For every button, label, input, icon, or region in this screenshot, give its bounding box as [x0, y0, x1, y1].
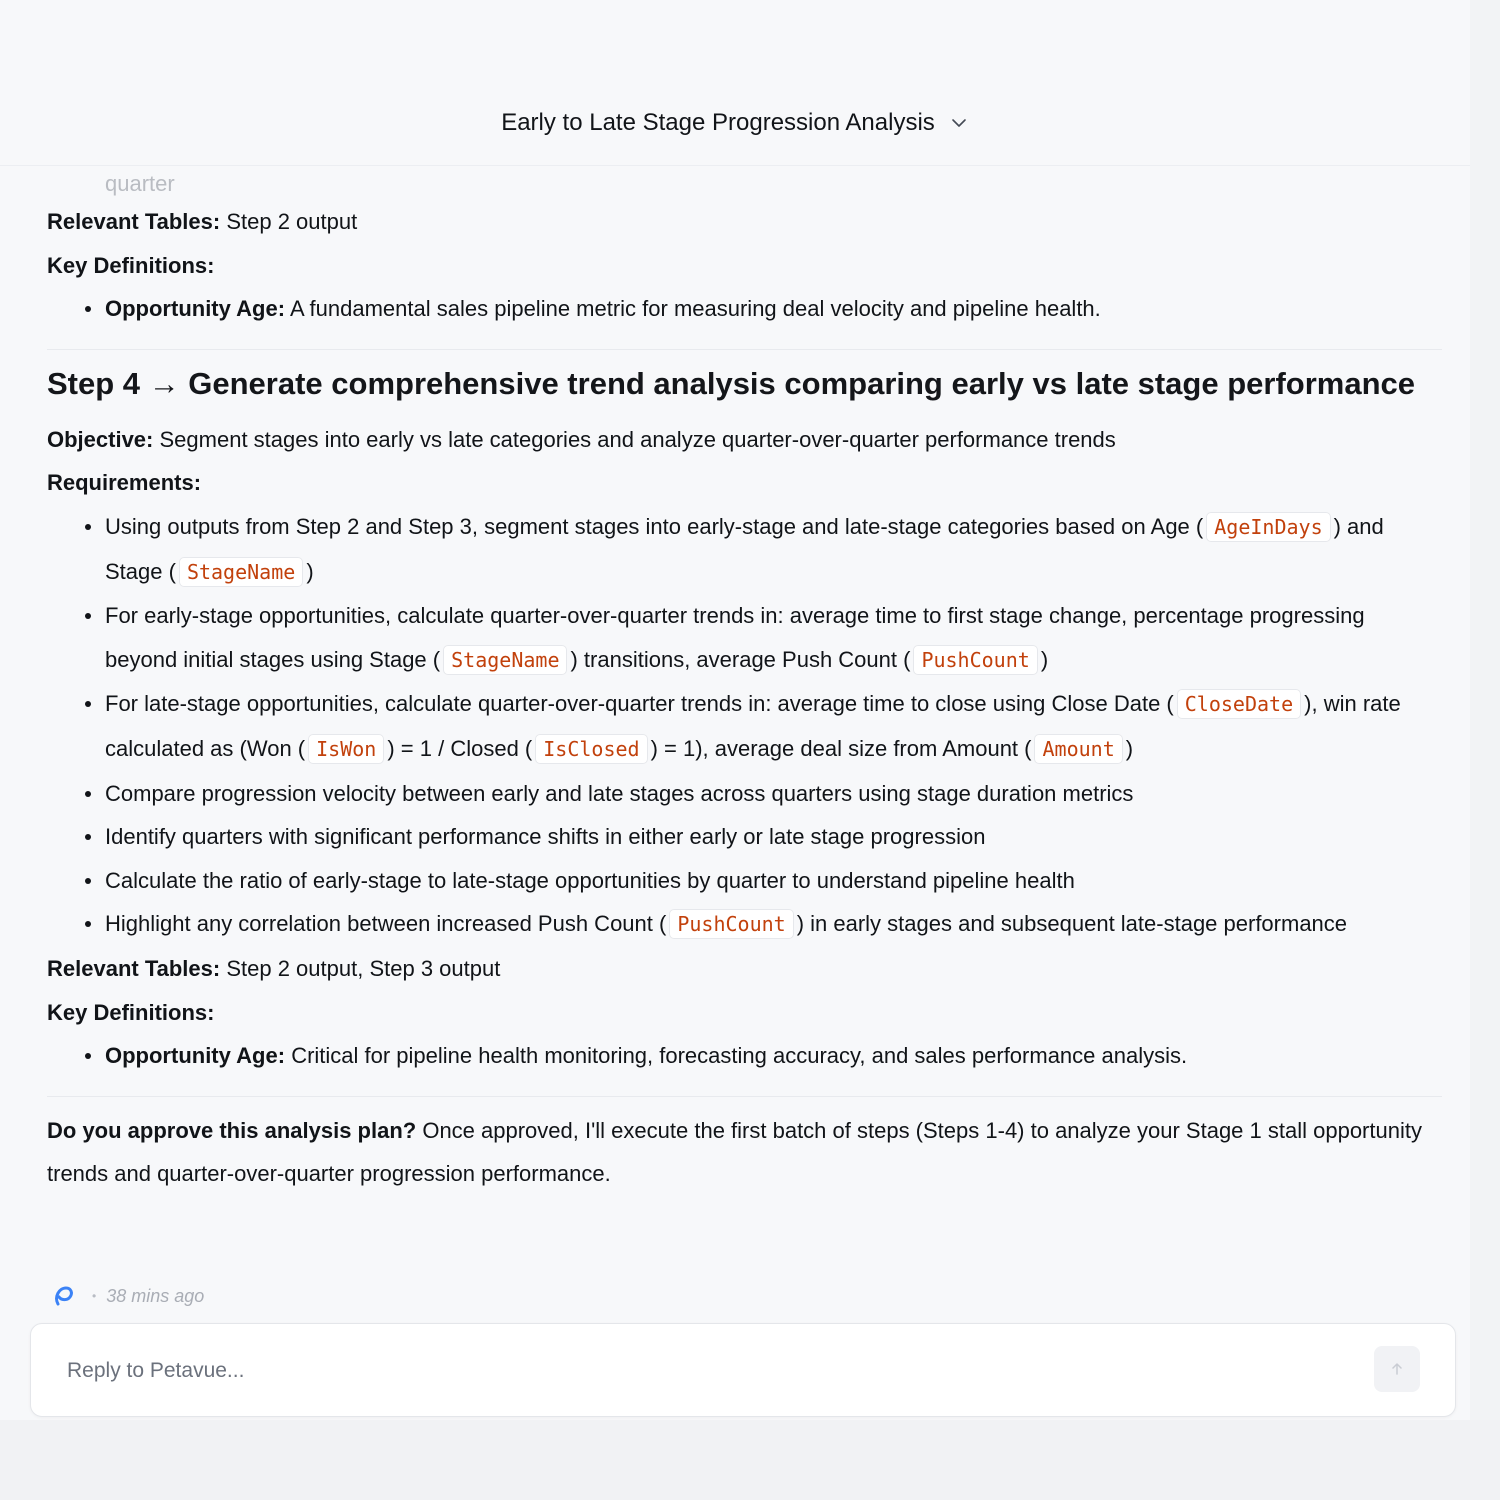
code-token: PushCount [913, 645, 1037, 675]
conversation-title-dropdown[interactable] [501, 109, 969, 137]
definitions-list [47, 287, 1442, 331]
reply-composer [30, 1323, 1456, 1417]
key-definitions-label: Key Definitions: [47, 999, 215, 1025]
code-token: IsWon [308, 734, 384, 764]
scrollbar[interactable] [1470, 0, 1500, 1420]
list-item: For early-stage opportunities, calculate quarter-over-quarter trends in: average time to first stage change, percentage progressing beyond initial stages using Stage ( StageName ) transitions, average Push Count ( PushCount ) [105, 594, 1442, 682]
requirements-list [47, 505, 1442, 947]
divider [47, 349, 1442, 350]
code-token: StageName [443, 645, 567, 675]
relevant-tables-line: Relevant Tables: Step 2 output, Step 3 output [47, 955, 501, 981]
conversation-title: Early to Late Stage Progression Analysis [501, 109, 935, 136]
footer-band [0, 1420, 1500, 1500]
list-item: Compare progression velocity between early and late stages across quarters using stage duration metrics [105, 772, 1442, 816]
code-token: AgeInDays [1206, 512, 1330, 542]
key-definitions-label: Key Definitions: [47, 252, 215, 278]
relevant-tables-line: Relevant Tables: Step 2 output [47, 209, 358, 234]
conversation-header [0, 0, 1470, 166]
divider [47, 1096, 1442, 1097]
list-item: Calculate the ratio of early-stage to late-stage opportunities by quarter to understand pipeline health [105, 859, 1442, 903]
chevron-down-icon [949, 113, 969, 133]
step-heading: Step 4 → Generate comprehensive trend analysis comparing early vs late stage performance [47, 365, 1415, 401]
code-token: Amount [1034, 734, 1122, 764]
list-item: Highlight any correlation between increased Push Count ( PushCount ) in early stages and subsequent late-stage performance [105, 902, 1442, 947]
definitions-list [47, 1034, 1442, 1078]
faded-text: quarter [105, 171, 175, 196]
objective-line: Objective: Segment stages into early vs late categories and analyze quarter-over-quarter performance trends [47, 426, 1116, 452]
assistant-message [47, 166, 1442, 1321]
arrow-up-icon [1389, 1361, 1405, 1377]
list-item: Identify quarters with significant performance shifts in either early or late stage progression [105, 815, 1442, 859]
petavue-logo-icon [50, 1283, 76, 1309]
code-token: StageName [179, 557, 303, 587]
list-item: For late-stage opportunities, calculate quarter-over-quarter trends in: average time to close using Close Date ( CloseDate ), win rate calculated as (Won ( IsWon ) = 1 / Closed ( IsClosed ) = 1), average deal size from Amount ( Amount ) [105, 682, 1442, 771]
reply-input[interactable] [65, 1346, 1369, 1396]
code-token: PushCount [669, 909, 793, 939]
code-token: IsClosed [535, 734, 647, 764]
code-token: CloseDate [1177, 689, 1301, 719]
approval-text: Do you approve this analysis plan? Once approved, I'll execute the first batch of steps (Steps 1-4) to analyze your Stage 1 stall opportunity trends and quarter-over-quarter progression performance. [47, 1117, 1422, 1187]
message-meta [50, 1283, 204, 1309]
list-item: Opportunity Age: A fundamental sales pipeline metric for measuring deal velocity and pipeline health. [105, 287, 1442, 331]
requirements-label: Requirements: [47, 470, 202, 496]
list-item: Using outputs from Step 2 and Step 3, segment stages into early-stage and late-stage categories based on Age ( AgeInDays ) and Stage ( StageName ) [105, 505, 1442, 594]
timestamp: 38 mins ago [106, 1285, 205, 1306]
send-button[interactable] [1374, 1346, 1420, 1392]
list-item: Opportunity Age: Critical for pipeline health monitoring, forecasting accuracy, and sales performance analysis. [105, 1034, 1442, 1078]
separator-dot: • [92, 1289, 97, 1303]
